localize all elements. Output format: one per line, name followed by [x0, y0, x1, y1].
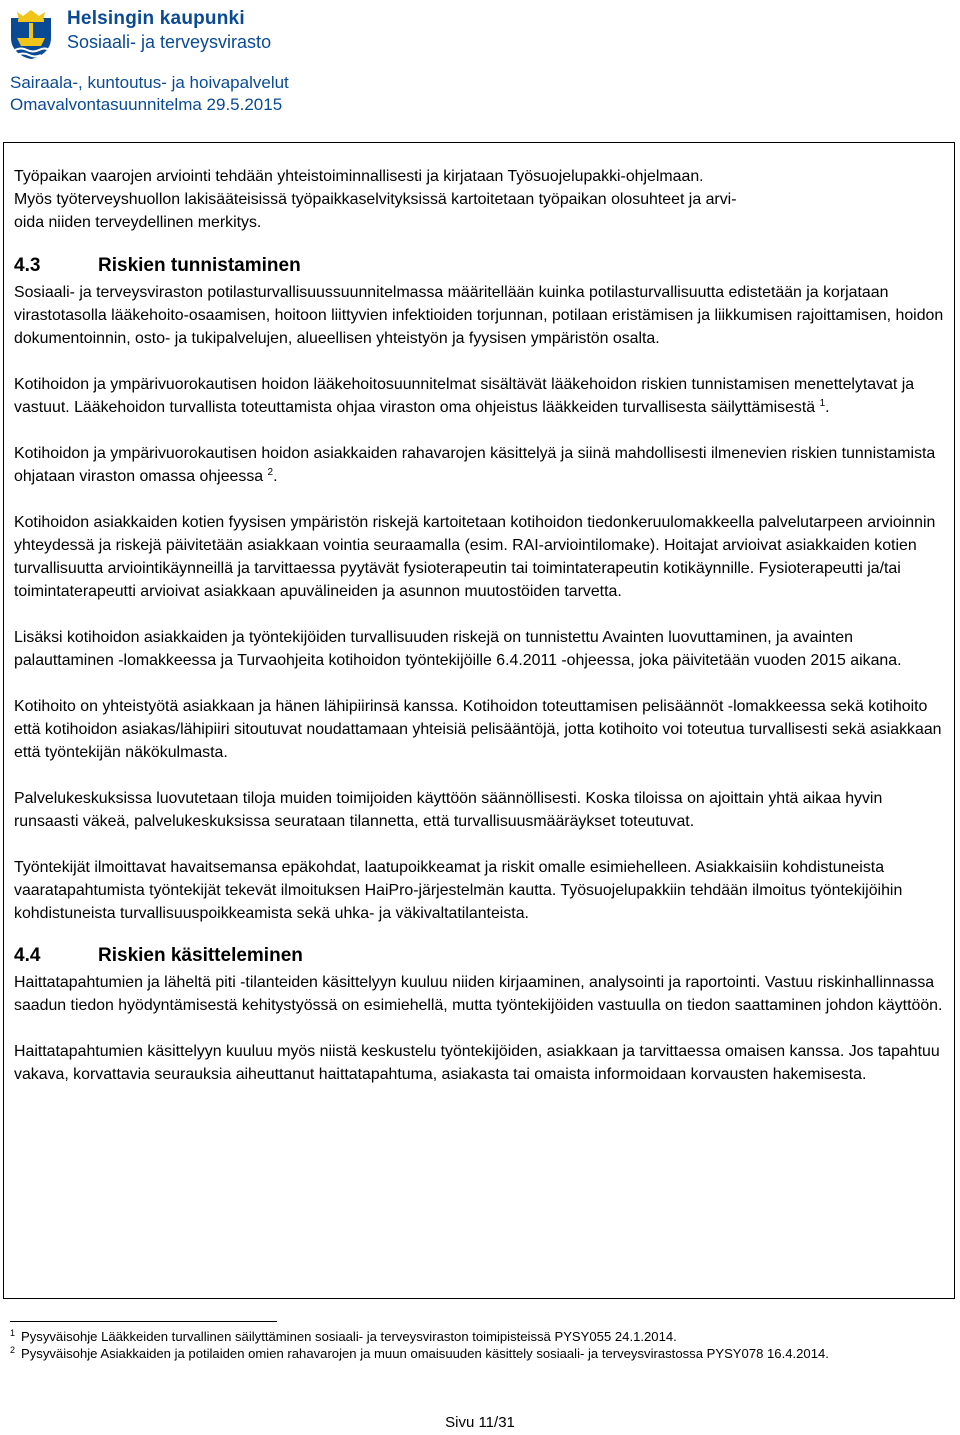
section-paragraph: Kotihoito on yhteistyötä asiakkaan ja hänen lähipiirinsä kanssa. Kotihoidon toteuttamisen pelisäännöt -lomakkeessa sekä kotihoito että kotihoidon asiakas/lähipiiri sitoutuvat noudattamaan yhteisiä pelisääntöjä, jotta kotihoito voi toteutua turvallisesti sekä asiakkaan että työntekijän näkökulmasta.: [14, 698, 942, 761]
section-paragraph: Haittatapahtumien käsittelyyn kuuluu myös niistä keskustelu työntekijöiden, asiakkaan ja tarvittaessa omaisen kanssa. Jos tapahtuu vakava, korvattavia seurauksia aiheuttanut haittatapahtuma, asiakasta tai omaista informoidaan korvausten hakemisesta.: [14, 1043, 940, 1083]
section-paragraph: Kotihoidon ja ympärivuorokautisen hoidon lääkehoitosuunnitelmat sisältävät lääkehoidon riskien tunnistamisen menettelytavat ja vastuut. Lääkehoidon turvallista toteuttamista ohjaa viraston oma ohjeistus lääkkeiden turvallisesta säilyttämisestä $^1$.: [14, 376, 915, 416]
section-paragraph: Työntekijät ilmoittavat havaitsemansa epäkohdat, laatupoikkeamat ja riskit omalle esimiehelleen. Asiakkaisiin kohdistuneista vaaratapahtumista työntekijät tekevät ilmoituksen HaiPro-järjestelmän kautta. Työsuojelupakkiin tehdään ilmoitus työntekijöihin kohdistuneista turvallisuuspoikkeamista sekä uhka- ja väkivaltatilanteista.: [14, 859, 903, 922]
intro-paragraph: Työpaikan vaarojen arviointi tehdään yhteistoiminnallisesti ja kirjataan Työsuojelupakki-ohjelmaan. Myös työterveyshuollon lakisääteisissä työpaikkaselvityksissä kartoitetaan työpaikan olosuhteet ja arvi- oida niiden terveydellinen merkitys.: [14, 168, 737, 231]
footnote: $^2$ Pysyväisohje Asiakkaiden ja potilaiden omien rahavarojen ja muun omaisuuden käsittely sosiaali- ja terveysvirastossa PYSY078 16.4.2014.: [10, 1345, 829, 1361]
footnote: $^1$ Pysyväisohje Lääkkeiden turvallinen säilyttäminen sosiaali- ja terveysviraston toimipisteissä PYSY055 24.1.2014.: [10, 1328, 677, 1344]
section-paragraph: Kotihoidon ja ympärivuorokautisen hoidon asiakkaiden rahavarojen käsittelyä ja siinä mahdollisesti ilmenevien riskien tunnistamista ohjataan viraston omassa ohjeessa $^2$.: [14, 445, 936, 485]
section-paragraph: Lisäksi kotihoidon asiakkaiden ja työntekijöiden turvallisuuden riskejä on tunnistettu Avainten luovuttaminen, ja avainten palauttaminen -lomakkeessa ja Turvaohjeita kotihoidon työntekijöille 6.4.2011 -ohjeessa, joka päivitetään vuoden 2015 aikana.: [14, 629, 902, 669]
footnote-ref: 1: [819, 398, 826, 409]
section-paragraph: Haittatapahtumien ja läheltä piti -tilanteiden käsittelyyn kuuluu niiden kirjaaminen, analysointi ja raportointi. Vastuu riskinhallinnassa saadun tiedon hyödyntämisestä kehitystyössä on esimiehellä, mutta työntekijöiden vastuulla on tiedon saattaminen johdon käyttöön.: [14, 974, 943, 1014]
document-title: Omavalvontasuunnitelma 29.5.2015: [10, 95, 283, 114]
unit-name: Sairaala-, kuntoutus- ja hoivapalvelut: [10, 73, 289, 92]
content-frame: [3, 142, 955, 1299]
section-heading-4-3: 4.3 Riskien tunnistaminen: [14, 255, 301, 276]
section-paragraph: Sosiaali- ja terveysviraston potilasturvallisuussuunnitelmassa määritellään kuinka potilasturvallisuutta edistetään ja korjataan virastotasolla lääkehoito-osaamisen, hoitoon liittyvien infektioiden torjunnan, potilaan eristämisen ja liikkumisen rajoittamisen, hoidon dokumentoinnin, osto- ja tukipalvelujen, alueellisen yhteistyön ja fyysisen ympäristön osalta.: [14, 284, 944, 347]
document-body: [14, 165, 944, 1086]
footnote-ref: 2: [267, 467, 274, 478]
footnote-divider: [10, 1321, 277, 1322]
org-name: Helsingin kaupunki: [67, 8, 245, 29]
page-number: Sivu 11/31: [445, 1414, 515, 1431]
section-heading-4-4: 4.4 Riskien käsitteleminen: [14, 945, 303, 966]
document-header: [0, 0, 960, 120]
department-name: Sosiaali- ja terveysvirasto: [67, 32, 272, 52]
section-paragraph: Kotihoidon asiakkaiden kotien fyysisen ympäristön riskejä kartoitetaan kotihoidon tiedonkeruulomakkeella palvelutarpeen arvioinnin yhteydessä ja riskejä päivitetään asiakkaan vointia seuraamalla (esim. RAI-arviointilomake). Hoitajat arvioivat asiakkaiden kotien turvallisuutta arviointikäynneillä ja tarvittaessa pyytävät fysioterapeutin tai toimintaterapeutin kotikäynnille. Fysioterapeutti ja/tai toimintaterapeutti arvioivat asiakkaan apuvälineiden ja asunnon muutostöiden tarvetta.: [14, 514, 936, 600]
section-paragraph: Palvelukeskuksissa luovutetaan tiloja muiden toimijoiden käyttöön säännöllisesti. Koska tiloissa on ajoittain yhtä aikaa hyvin runsaasti väkeä, palvelukeskuksissa seurataan tilannetta, että turvallisuusmääräykset toteutuvat.: [14, 790, 883, 830]
footnotes: [10, 1328, 950, 1362]
helsinki-crest-logo: [9, 8, 53, 60]
